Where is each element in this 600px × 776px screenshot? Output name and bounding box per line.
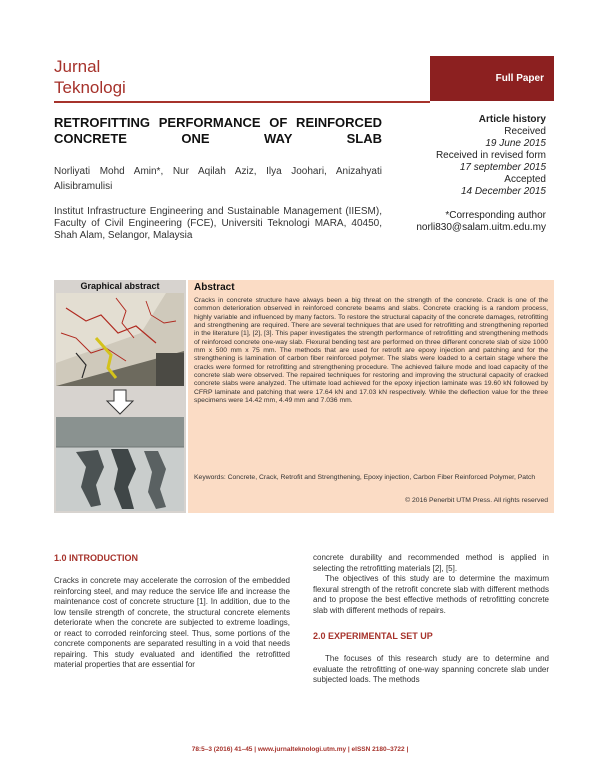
experimental-setup-heading: 2.0 EXPERIMENTAL SET UP — [313, 631, 433, 641]
paper-type-badge — [430, 56, 554, 101]
keywords: Keywords: Concrete, Crack, Retrofit and Strengthening, Epoxy injection, Carbon Fiber Reinforced Polymer, Patch — [194, 474, 536, 481]
corresponding-author — [346, 210, 546, 234]
cracked-slab-photo — [56, 293, 184, 386]
copyright: © 2016 Penerbit UTM Press. All rights reserved — [405, 497, 548, 504]
corresponding-email[interactable]: norli830@salam.uitm.edu.my — [416, 222, 546, 233]
received-label: Received — [504, 126, 546, 137]
page-footer: 78:5–3 (2016) 41–45 | www.jurnalteknologi.utm.my | eISSN 2180–3722 | — [191, 746, 409, 753]
body-column-left — [54, 553, 290, 671]
journal-name-line1: Jurnal — [54, 57, 101, 76]
retrofitted-slab-photo — [56, 417, 184, 511]
accepted-date: 14 December 2015 — [460, 186, 546, 197]
abstract-title: Abstract — [194, 282, 235, 293]
corresponding-label: *Corresponding author — [445, 210, 546, 221]
paper-type-label: Full Paper — [495, 73, 544, 84]
article-authors: Norliyati Mohd Amin*, Nur Aqilah Aziz, Ilya Joohari, Anizahyati Alisibramulisi — [54, 166, 382, 192]
introduction-paragraph-2: The objectives of this study are to determine the maximum flexural strength of the retrofit concrete slab with different methods and to propose the best effective methods of retrofitting concrete slab with different methods of repairs. — [313, 574, 549, 615]
abstract-panel — [188, 280, 554, 513]
header-rule — [54, 101, 430, 103]
revised-date: 17 september 2015 — [459, 162, 546, 173]
graphical-abstract-title: Graphical abstract — [80, 281, 160, 291]
journal-logo — [54, 56, 126, 98]
article-title: RETROFITTING PERFORMANCE OF REINFORCED CONCRETE ONE WAY SLAB — [54, 115, 382, 146]
introduction-heading: 1.0 INTRODUCTION — [54, 553, 139, 563]
body-column-right — [313, 553, 549, 686]
revised-label: Received in revised form — [435, 150, 546, 161]
experimental-paragraph-1: The focuses of this research study are to determine and evaluate the retrofitting of one-way spanning concrete slab under subjected loads. The methods — [313, 654, 549, 684]
article-affiliation: Institut Infrastructure Engineering and Sustainable Management (IIESM), Faculty of Civil Engineering (FCE), Universiti Teknologi MARA, 40450, Shah Alam, Selangor, Malaysia — [54, 206, 382, 241]
received-date: 19 June 2015 — [485, 138, 546, 149]
article-history — [386, 114, 546, 198]
history-label: Article history — [478, 114, 546, 125]
journal-name-line2: Teknologi — [54, 78, 126, 97]
introduction-paragraph-1-continued: concrete durability and recommended method is applied in selecting the retrofitting materials [2], [5]. — [313, 553, 549, 573]
down-arrow-icon — [105, 389, 135, 415]
graphical-abstract — [54, 280, 186, 513]
introduction-paragraph-1: Cracks in concrete may accelerate the corrosion of the embedded reinforcing steel, and may reduce the service life and increase the maintenance cost of concrete structure [1]. In addition, due to the low tensile strength of concrete, the structural concrete elements deteriorate when the concrete are subjected to extreme loadings, or react to corroded reinforcing steel. Thus, some portions of the concrete components are separated resulting in a void that needs repairing. This study evaluated and identified the retrofitted material properties that are essential for — [54, 576, 290, 669]
abstract-text: Cracks in concrete structure have always been a big threat on the strength of the concrete. Crack is one of the common deterioration observed in reinforced concrete beams and slabs. Concrete cracking is a random process, highly variable and influenced by many factors. To restore the structural capacity of the concrete damages, retrofitting and strengthening are required. There are several techniques that are used for retrofitting and strengthening reported in the literature [1], [2], [3]. This paper investigates the strength performance of retrofitting and strengthening methods of reinforced concrete one-way slab. Flexural bending test are performed on three different concrete slab of size 1000 mm x 500 mm x 75 mm. The methods that are used for retrofit are epoxy injection and patching and for the strengthening is lamination of carbon fiber reinforced polymer. The slabs were loaded to a certain stage where the cracks were formed for retrofitting and strengthening procedure. The achieved failure mode and load capacity of the concrete slab were observed. The repaired techniques for restoring and improving the structural capacity of cracked concrete slabs were analyzed. The ultimate load achieved for the epoxy injection laminate was 19.60 kN followed by CFRP laminate and patching that were 17.64 kN and 17.03 kN respectively. While the deflection value for the three specimens were 14.42 mm, 4.49 mm and 7.036 mm. — [194, 297, 548, 405]
accepted-label: Accepted — [504, 174, 546, 185]
